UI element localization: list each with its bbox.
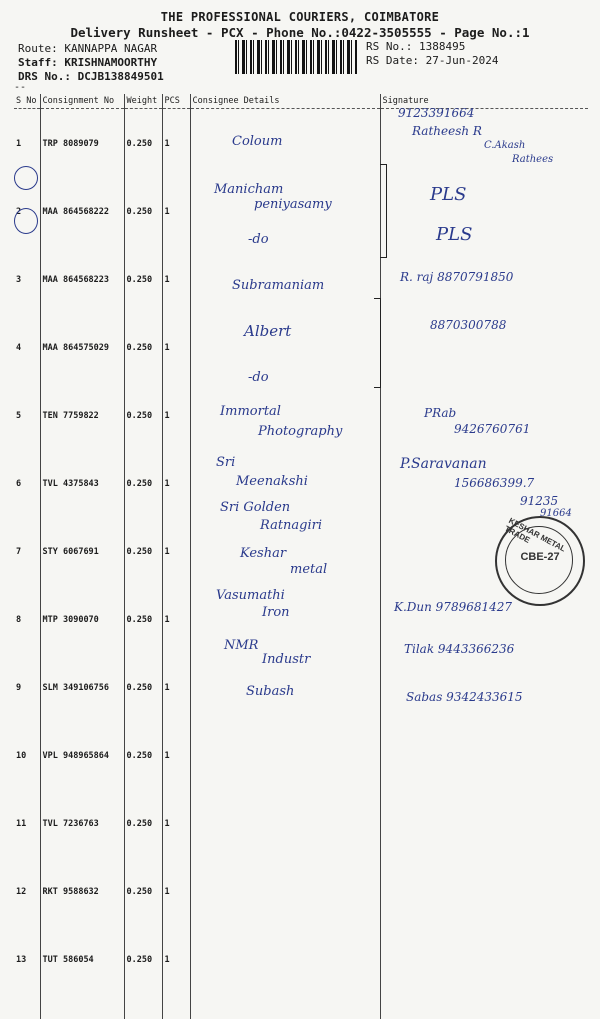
signature-cell xyxy=(380,177,588,245)
pcs-cell: 1 xyxy=(162,789,190,857)
rs-no-label: RS No.: xyxy=(366,40,413,53)
staff-value: KRISHNAMOORTHY xyxy=(64,56,158,69)
consignment-cell: TRP 8089079 xyxy=(40,109,124,178)
signature-1-name: Ratheesh R xyxy=(412,124,482,138)
pcs-cell: 1 xyxy=(162,449,190,517)
group-brace xyxy=(380,164,387,258)
consignee-7-line2: Photography xyxy=(258,424,343,439)
pcs-cell: 1 xyxy=(162,721,190,789)
table-row xyxy=(14,789,588,857)
drs-line xyxy=(18,70,164,83)
consignee-cell xyxy=(190,721,380,789)
staff-line xyxy=(18,56,157,69)
consignment-cell: VPL 948965864 xyxy=(40,721,124,789)
signature-1-phone: 9123391664 xyxy=(398,106,475,120)
sno-cell: 7 xyxy=(14,517,40,585)
barcode xyxy=(235,40,357,74)
sno-cell: 2 xyxy=(14,177,40,245)
drs-label: DRS No.: xyxy=(18,70,71,83)
weight-cell: 0.250 xyxy=(124,177,162,245)
rs-date-line xyxy=(366,54,498,67)
consignee-13: Subash xyxy=(246,684,295,699)
sno-cell: 4 xyxy=(14,313,40,381)
sno-cell: 11 xyxy=(14,789,40,857)
route-value: KANNAPPA NAGAR xyxy=(64,42,158,55)
consignment-cell: MTP 3090070 xyxy=(40,585,124,653)
consignment-cell: RKT 9588632 xyxy=(40,857,124,925)
route-line xyxy=(18,42,157,55)
consignment-cell: TVL 7236763 xyxy=(40,789,124,857)
col-pcs: PCS xyxy=(162,94,190,109)
consignment-cell: MAA 864568222 xyxy=(40,177,124,245)
weight-cell: 0.250 xyxy=(124,925,162,1019)
pcs-cell: 1 xyxy=(162,925,190,1019)
signature-cell xyxy=(380,721,588,789)
consignee-cell xyxy=(190,109,380,178)
consignee-2-line2: peniyasamy xyxy=(254,197,332,212)
weight-cell: 0.250 xyxy=(124,653,162,721)
consignment-cell: MAA 864568223 xyxy=(40,245,124,313)
consignee-2-line1: Manicham xyxy=(214,182,284,197)
sno-cell: 3 xyxy=(14,245,40,313)
sno-cell: 9 xyxy=(14,653,40,721)
weight-cell: 0.250 xyxy=(124,721,162,789)
stamp-code: CBE-27 xyxy=(520,551,560,563)
consignee-11-line1: Vasumathi xyxy=(216,588,285,603)
rs-no-value: 1388495 xyxy=(418,40,466,53)
signature-1-name2: C.Akash xyxy=(484,140,526,151)
sno-cell: 13 xyxy=(14,925,40,1019)
sno-cell: 8 xyxy=(14,585,40,653)
sno-cell: 6 xyxy=(14,449,40,517)
sno-cell: 5 xyxy=(14,381,40,449)
consignment-cell: TEN 7759822 xyxy=(40,381,124,449)
pcs-cell: 1 xyxy=(162,381,190,449)
pcs-cell: 1 xyxy=(162,109,190,178)
pcs-cell: 1 xyxy=(162,585,190,653)
signature-9-phone2: 91664 xyxy=(540,508,572,519)
consignment-cell: SLM 349106756 xyxy=(40,653,124,721)
col-weight: Weight xyxy=(124,94,162,109)
weight-cell: 0.250 xyxy=(124,449,162,517)
circled-sno xyxy=(14,208,38,234)
stamp-name: KESHAR METAL TRADE xyxy=(503,516,567,554)
signature-cell xyxy=(380,653,588,721)
consignment-cell: MAA 864575029 xyxy=(40,313,124,381)
signature-cell xyxy=(380,789,588,857)
rs-date-label: RS Date: xyxy=(366,54,419,67)
signature-7-phone: 9426760761 xyxy=(454,422,531,436)
col-signature: Signature xyxy=(380,94,588,109)
consignee-5: Albert xyxy=(244,322,292,340)
weight-cell: 0.250 xyxy=(124,245,162,313)
signature-2: PLS xyxy=(430,184,467,205)
sno-cell: 12 xyxy=(14,857,40,925)
weight-cell: 0.250 xyxy=(124,313,162,381)
weight-cell: 0.250 xyxy=(124,109,162,178)
route-label: Route: xyxy=(18,42,58,55)
consignee-cell xyxy=(190,789,380,857)
signature-12: Tilak 9443366236 xyxy=(404,642,515,656)
runsheet-subtitle: Delivery Runsheet - PCX - Phone No.:0422-3505555 - Page No.:1 xyxy=(70,25,530,40)
table-header xyxy=(14,94,588,109)
rs-date-value: 27-Jun-2024 xyxy=(425,54,499,67)
signature-cell xyxy=(380,381,588,449)
signature-4: R. raj 8870791850 xyxy=(400,270,514,284)
weight-cell: 0.250 xyxy=(124,857,162,925)
consignee-8-line2: Meenakshi xyxy=(236,474,308,489)
signature-3: PLS xyxy=(436,224,473,245)
pcs-cell: 1 xyxy=(162,313,190,381)
consignee-1: Coloum xyxy=(232,134,283,149)
signature-9-phone: 91235 xyxy=(520,494,559,508)
consignee-12-line2: Industr xyxy=(262,652,311,667)
consignee-12-line1: NMR xyxy=(224,638,259,653)
weight-cell: 0.250 xyxy=(124,585,162,653)
weight-cell: 0.250 xyxy=(124,381,162,449)
signature-8-name: P.Saravanan xyxy=(400,456,487,472)
sno-cell: 10 xyxy=(14,721,40,789)
drs-value: DCJB138849501 xyxy=(77,70,164,83)
sno-cell: 1 xyxy=(14,109,40,178)
consignee-4: Subramaniam xyxy=(232,278,325,293)
consignee-3: -do xyxy=(248,232,269,247)
consignee-cell xyxy=(190,857,380,925)
company-title: THE PROFESSIONAL COURIERS, COIMBATORE xyxy=(160,10,440,24)
pcs-cell: 1 xyxy=(162,517,190,585)
pcs-cell: 1 xyxy=(162,857,190,925)
circled-sno xyxy=(14,166,38,190)
staff-label: Staff: xyxy=(18,56,58,69)
signature-cell xyxy=(380,857,588,925)
col-consignment: Consignment No xyxy=(40,94,124,109)
consignee-9-line1: Sri Golden xyxy=(220,500,291,515)
consignee-9-line2: Ratnagiri xyxy=(260,518,323,533)
weight-cell: 0.250 xyxy=(124,789,162,857)
signature-7-name: PRab xyxy=(424,406,457,420)
company-stamp xyxy=(495,516,585,606)
signature-5: 8870300788 xyxy=(430,318,507,332)
signature-13: Sabas 9342433615 xyxy=(406,690,523,704)
signature-8-phone: 156686399.7 xyxy=(454,476,535,490)
signature-1-name3: Rathees xyxy=(512,154,554,165)
divider: -- xyxy=(14,82,27,93)
table-row xyxy=(14,925,588,1019)
consignee-cell xyxy=(190,925,380,1019)
consignment-cell: TUT 586054 xyxy=(40,925,124,1019)
col-consignee: Consignee Details xyxy=(190,94,380,109)
consignee-11-line2: Iron xyxy=(262,605,290,620)
pcs-cell: 1 xyxy=(162,653,190,721)
consignee-10-line1: Keshar xyxy=(240,546,287,561)
weight-cell: 0.250 xyxy=(124,517,162,585)
table-row xyxy=(14,857,588,925)
group-brace xyxy=(374,298,381,388)
consignee-7-line1: Immortal xyxy=(220,404,281,419)
consignment-cell: STY 6067691 xyxy=(40,517,124,585)
consignee-10-line2: metal xyxy=(290,562,328,577)
consignee-6: -do xyxy=(248,370,269,385)
pcs-cell: 1 xyxy=(162,177,190,245)
table-row xyxy=(14,721,588,789)
col-sno: S No xyxy=(14,94,40,109)
pcs-cell: 1 xyxy=(162,245,190,313)
signature-11: K.Dun 9789681427 xyxy=(394,600,513,614)
rs-no-line xyxy=(366,40,465,53)
consignment-cell: TVL 4375843 xyxy=(40,449,124,517)
consignee-8-line1: Sri xyxy=(216,455,236,470)
signature-cell xyxy=(380,925,588,1019)
